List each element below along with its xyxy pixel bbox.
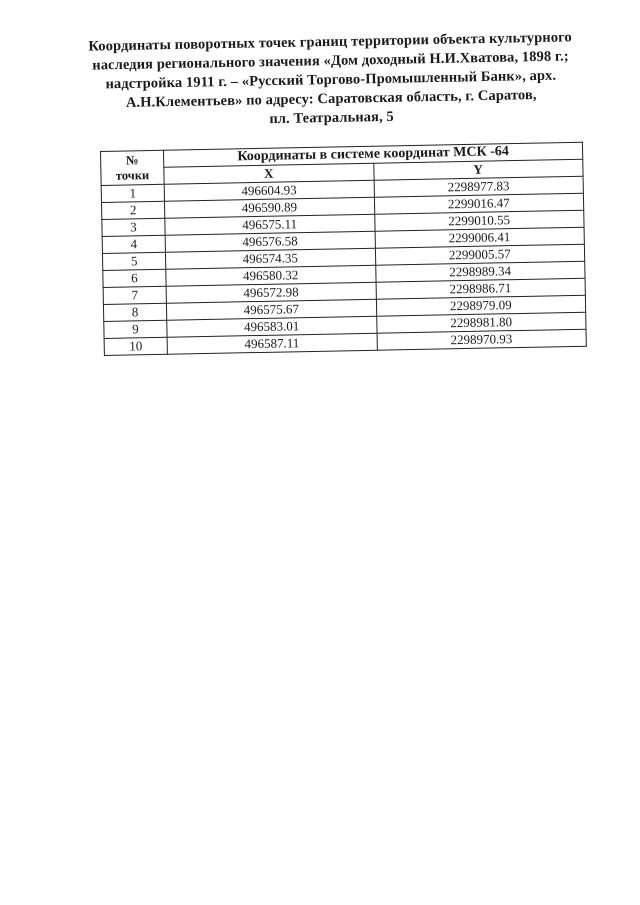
cell-point-number: 7 — [103, 286, 166, 304]
cell-x: 496575.11 — [165, 214, 375, 235]
title-line: пл. Театральная, 5 — [269, 108, 394, 128]
cell-y: 2298986.71 — [376, 278, 586, 299]
cell-x: 496576.58 — [165, 231, 375, 252]
cell-x: 496572.98 — [166, 282, 376, 303]
table-body — [101, 176, 586, 355]
cell-y: 2299010.55 — [374, 210, 584, 231]
header-y: Y — [373, 159, 583, 180]
cell-y: 2298989.34 — [375, 261, 585, 282]
cell-x: 496580.32 — [166, 265, 376, 286]
cell-y: 2298970.93 — [377, 329, 587, 350]
title-line: Координаты поворотных точек границ территории объекта культурного — [88, 29, 572, 55]
title-line: А.Н.Клементьев» по адресу: Саратовская область, г. Саратов, — [125, 87, 537, 111]
cell-x: 496590.89 — [164, 197, 374, 218]
header-num-symbol: № — [125, 152, 139, 168]
cell-point-number: 1 — [101, 184, 164, 202]
cell-point-number: 6 — [103, 269, 166, 287]
header-point-number — [101, 150, 165, 185]
header-coordinates: Координаты в системе координат МСК -64 — [163, 142, 582, 167]
title-line: наследия регионального значения «Дом доходный Н.И.Хватова, 1898 г.; — [92, 48, 569, 74]
coordinates-table-wrapper — [100, 142, 587, 356]
cell-x: 496575.67 — [166, 299, 376, 320]
cell-y: 2298981.80 — [376, 312, 586, 333]
coordinates-table — [100, 142, 587, 356]
cell-y: 2298977.83 — [374, 176, 584, 197]
cell-x: 496587.11 — [167, 333, 377, 354]
cell-x: 496583.01 — [167, 316, 377, 337]
header-x: X — [164, 163, 374, 184]
cell-point-number: 3 — [102, 218, 165, 236]
cell-point-number: 2 — [101, 201, 164, 219]
cell-y: 2299005.57 — [375, 244, 585, 265]
header-num-label: точки — [115, 167, 150, 183]
document-title — [70, 28, 592, 133]
cell-y: 2299006.41 — [375, 227, 585, 248]
cell-x: 496574.35 — [165, 248, 375, 269]
cell-point-number: 4 — [102, 235, 165, 253]
cell-point-number: 5 — [102, 252, 165, 270]
cell-y: 2299016.47 — [374, 193, 584, 214]
cell-point-number: 10 — [104, 337, 167, 355]
cell-point-number: 9 — [104, 320, 167, 338]
cell-y: 2298979.09 — [376, 295, 586, 316]
cell-point-number: 8 — [103, 303, 166, 321]
cell-x: 496604.93 — [164, 180, 374, 201]
title-line: надстройка 1911 г. – «Русский Торгово-Промышленный Банк», арх. — [105, 67, 557, 93]
